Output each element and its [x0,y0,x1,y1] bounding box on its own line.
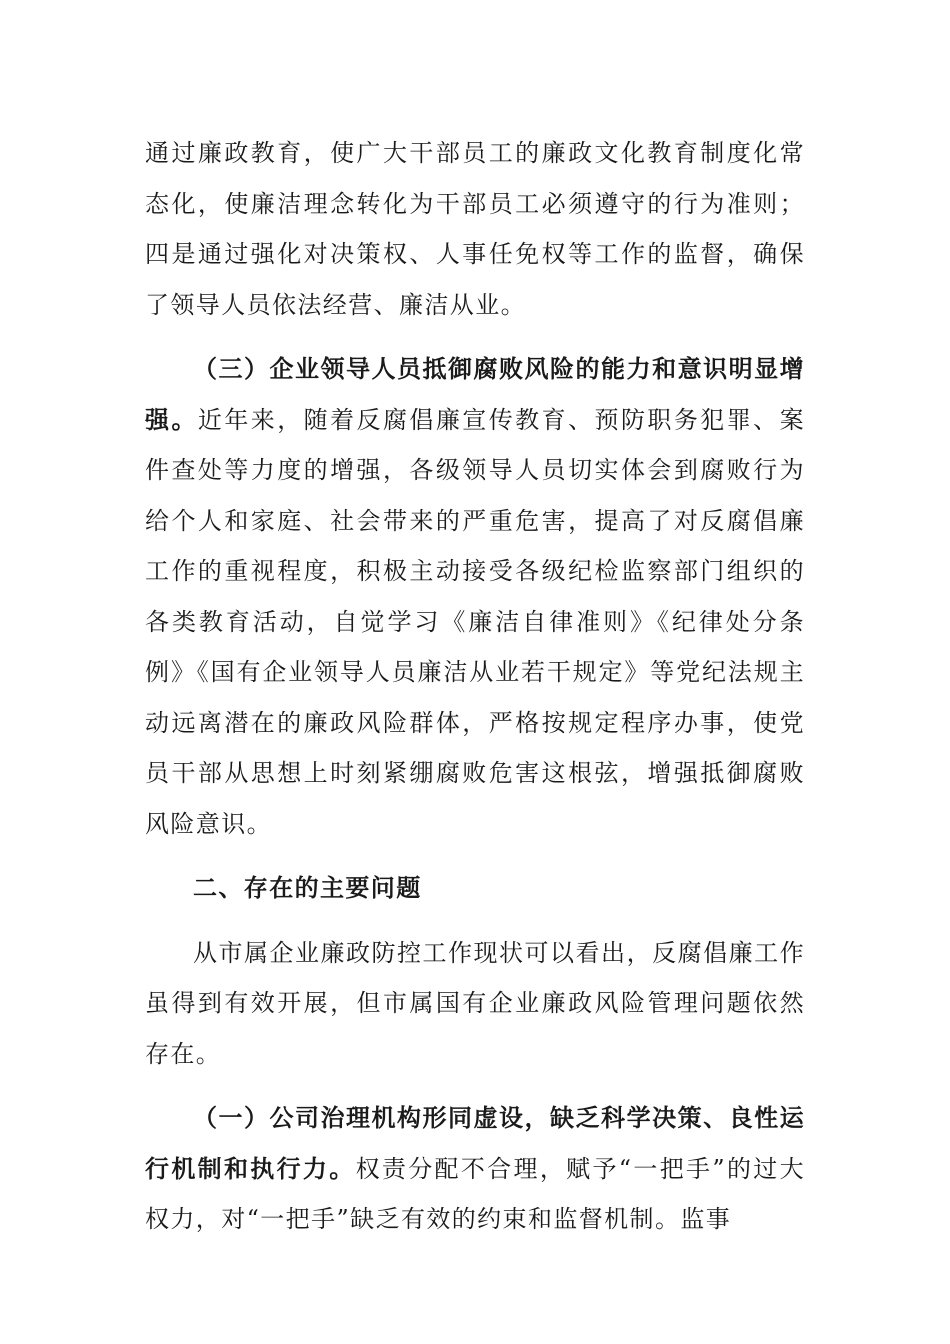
paragraph-lead-bold: （一）公司治理机构形同虚设，缺乏科学决策、良性运行机制和执行力。 [145,1104,805,1183]
paragraph-intro-problems [145,928,805,1080]
paragraph-text: 从市属企业廉政防控工作现状可以看出，反腐倡廉工作虽得到有效开展，但市属国有企业廉政风险管理问题依然存在。 [145,938,805,1068]
paragraph-text: 权责分配不合理，赋予“一把手”的过大权力，对“一把手”缺乏有效的约束和监督机制。监事 [145,1154,805,1233]
paragraph-lead-bold: （三）企业领导人员抵御腐败风险的能力和意识明显增强。 [145,355,805,434]
paragraph-text: 通过廉政教育，使广大干部员工的廉政文化教育制度化常态化，使廉洁理念转化为干部员工必须遵守的行为准则；四是通过强化对决策权、人事任免权等工作的监督，确保了领导人员依法经营、廉洁从业。 [145,139,805,319]
section-heading [145,863,805,914]
section-heading-text: 二、存在的主要问题 [193,874,422,902]
paragraph-problem-one [145,1093,805,1245]
document-page [145,128,805,1245]
paragraph-continued [145,128,805,330]
paragraph-section-three [145,344,805,849]
paragraph-text: 近年来，随着反腐倡廉宣传教育、预防职务犯罪、案件查处等力度的增强，各级领导人员切实体会到腐败行为给个人和家庭、社会带来的严重危害，提高了对反腐倡廉工作的重视程度，积极主动接受各级纪检监察部门组织的各类教育活动，自觉学习《廉洁自律准则》《纪律处分条例》《国有企业领导人员廉洁从业若干规定》等党纪法规主动远离潜在的廉政风险群体，严格按规定程序办事，使党员干部从思想上时刻紧绷腐败危害这根弦，增强抵御腐败风险意识。 [145,405,805,838]
